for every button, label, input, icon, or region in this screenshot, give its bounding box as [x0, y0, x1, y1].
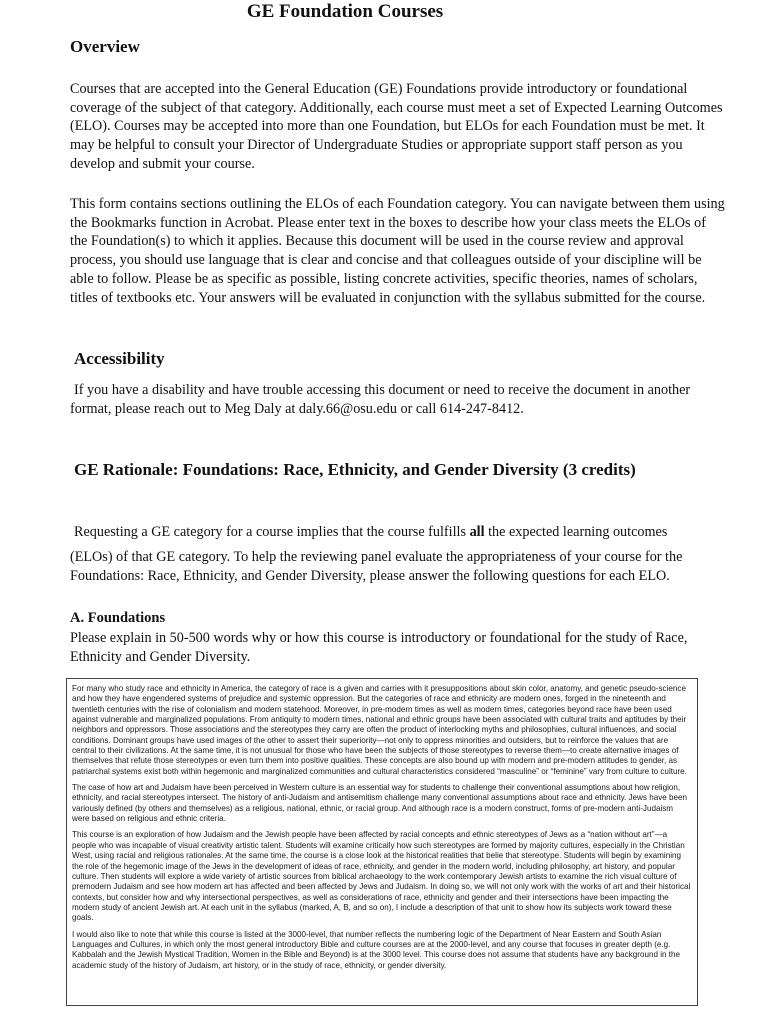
- page-title: GE Foundation Courses: [246, 1, 444, 22]
- answer-paragraph-4: I would also like to note that while this course is listed at the 3000-level, that number reflects the numbering logic of the Department of Near Eastern and South Asian Languages and Cultures, in which only the most general introductory Bible and culture courses are at the 2000-level, and any course that focuses in greater depth (e.g. Kabbalah and the Jewish Mystical Tradition, Women in the Bible and Beyond) is at the 3000 level. This course does not assume that students have any background in the academic study of the history of Judaism, art history, or in the study of race, ethnicity, or gender diversity.: [72, 929, 680, 970]
- rationale-line-1-bold: all: [469, 524, 485, 540]
- answer-text-box[interactable]: [66, 678, 698, 1006]
- rationale-heading: GE Rationale: Foundations: Race, Ethnicity, and Gender Diversity (3 credits): [74, 460, 636, 479]
- answer-paragraph-1: For many who study race and ethnicity in America, the category of race is a given and carries with it presuppositions about skin color, anatomy, and genetic pseudo-science and how they have engendered systems of prejudice and systemic oppression. But the categories of race and ethnicity are modern ones, forged in the nineteenth and twentieth centuries with the rise of colonialism and modern statehood. Moreover, in pre-modern times as well as modern times, categories beyond race have been used against vulnerable and marginalized populations. From antiquity to modern times, national and ethnic groups have been associated with cultural traits and aptitudes by their neighbors and oppressors. Those associations and the stereotypes they carry are often the product of interlocking myths and philosophies, cultural influences, and social conditions. Dominant groups have used images of the other to assert their superiority—not only to oppress minorities and outsiders, but to reinforce the values that are central to their civilizations. At the same time, it is not unusual for those who have been the subjects of those stereotypes to reverse them—to create alternative images of themselves that refute those stereotypes or even turn them into positive qualities. These concepts are also bound up with modern and pre-modern attitudes to gender, as patriarchal systems exist both within hegemonic and marginalized communities and cultural characteristics considered “masculine” or “feminine” vary from culture to culture.: [72, 684, 687, 776]
- rationale-line-1: [74, 523, 729, 542]
- answer-paragraph-3: This course is an exploration of how Judaism and the Jewish people have been affected by racial concepts and ethnic stereotypes of Jews as a “nation without art”—a people who was incapable of visual creativity artistic talent. Students will examine critically how such stereotypes are formed by majority cultures, especially in the Christian West, using racial and religious rationales. At the same time, the course is a close look at the historical realities that belie that stereotype. Students will begin by examining the role of the hegemonic image of the Jews in the development of ideas of race, ethnicity, and gender in the modern world, including philosophy, art history, and popular culture. Then students will explore a wide variety of artistic sources from biblical archaeology to the work contemporary Jewish artists to examine the rich visual culture of premodern Judaism and see how modern art has affected and been affected by Jews and Judaism. In doing so, we will not only work with the works of art and their historical contexts, but consider how and why intersectional perspectives, as well as considerations of race, ethnicity and gender and their intersections have been impacting the modern study of ancient Jewish art. At each unit in the syllabus (marked, A, B, and so on), I include a description of that unit to show how its subjects work toward these goals.: [72, 830, 691, 923]
- answer-paragraph-2: The case of how art and Judaism have been perceived in Western culture is an essential way for students to challenge their conventional assumptions about how religion, ethnicity, and racial stereotypes intersect. The history of anti-Judaism and antisemitism challenge many conventional assumptions about race and ethnicity. Jews have been variously defined (by others and themselves) as a religious, national, ethnic, or racial group. And although race is a modern construct, forms of pre-modern anti-Judaism were based on religious and ethnic criteria.: [72, 783, 688, 824]
- rationale-line-2: (ELOs) of that GE category. To help the reviewing panel evaluate the appropriateness of your course for the Foundations: Race, Ethnicity, and Gender Diversity, please answer the following questions for each ELO.: [70, 549, 683, 584]
- overview-paragraph-2: This form contains sections outlining the ELOs of each Foundation category. You can navigate between them using the Bookmarks function in Acrobat. Please enter text in the boxes to describe how your class meets the ELOs of the Foundation(s) to which it applies. Because this document will be used in the course review and approval process, you should use language that is clear and concise and that colleagues outside of your discipline will be able to follow. Please be as specific as possible, listing concrete activities, specific theories, names of scholars, titles of textbooks etc. Your answers will be evaluated in conjunction with the syllabus submitted for the course.: [70, 196, 725, 306]
- section-a-heading: A. Foundations: [70, 610, 166, 626]
- rationale-line-1-post: the expected learning outcomes: [484, 524, 668, 540]
- overview-paragraph-1: Courses that are accepted into the General Education (GE) Foundations provide introductory or foundational coverage of the subject of that category. Additionally, each course must meet a set of Expected Learning Outcomes (ELO). Courses may be accepted into more than one Foundation, but ELOs for each Foundation must be met. It may be helpful to consult your Director of Undergraduate Studies or appropriate support staff person as you develop and submit your course.: [70, 81, 723, 172]
- rationale-line-1-pre: Requesting a GE category for a course implies that the course fulfills: [74, 524, 470, 540]
- accessibility-heading: Accessibility: [74, 349, 165, 368]
- overview-heading: Overview: [70, 37, 140, 56]
- section-a-prompt: Please explain in 50-500 words why or how this course is introductory or foundational for the study of Race, Ethnicity and Gender Diversity.: [70, 630, 688, 665]
- accessibility-text: If you have a disability and have trouble accessing this document or need to receive the document in another format, please reach out to Meg Daly at daly.66@osu.edu or call 614-247-8412.: [70, 382, 691, 417]
